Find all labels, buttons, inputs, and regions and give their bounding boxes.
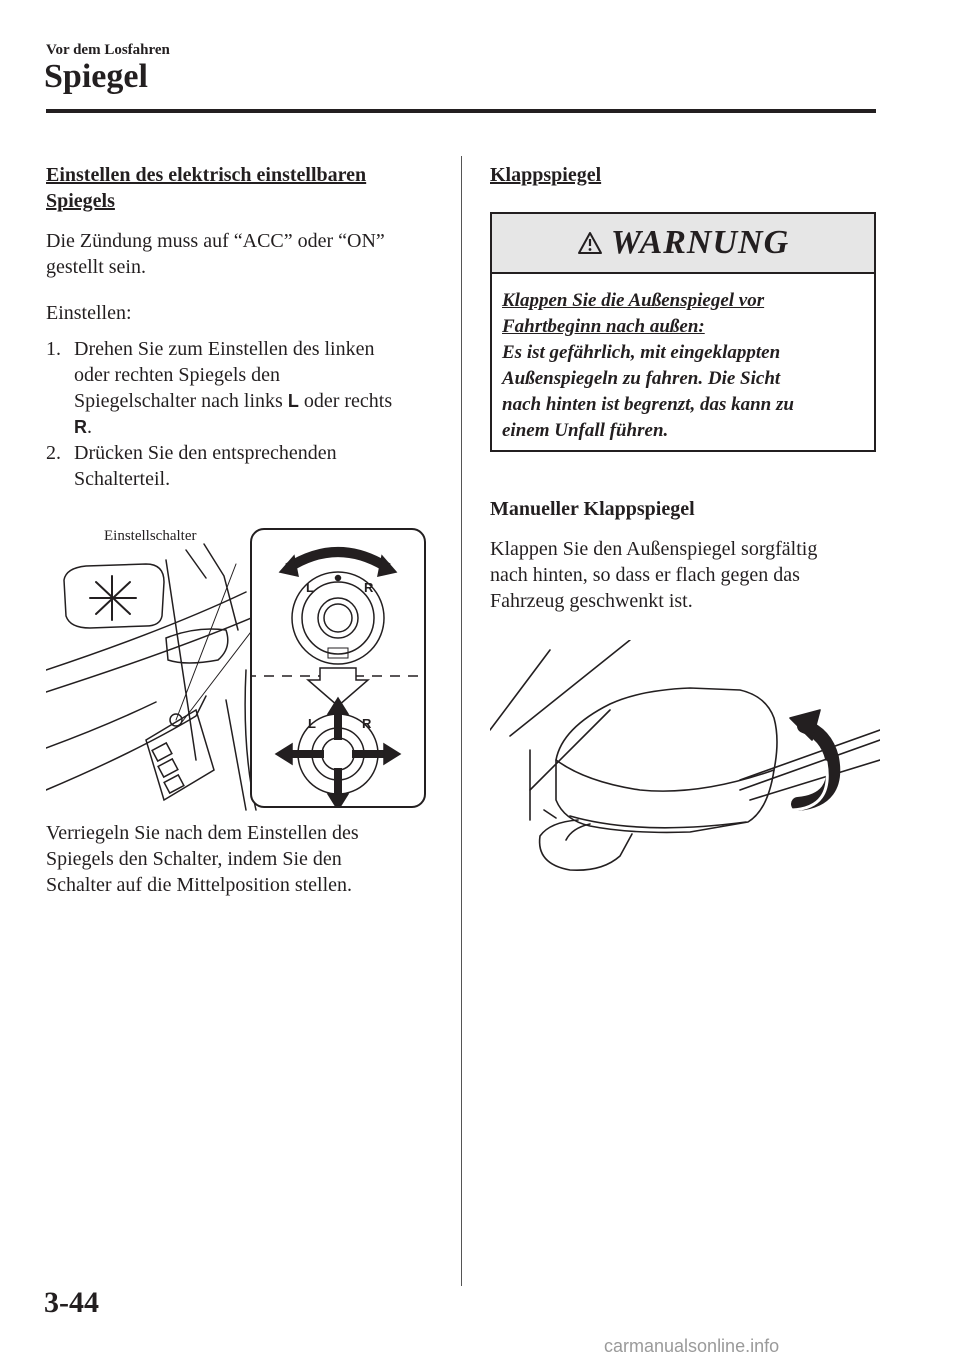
einstellen-label: Einstellen: — [46, 302, 132, 324]
step-text-part: . — [87, 416, 92, 438]
manual-folding-line: nach hinten, so dass er flach gegen das — [490, 564, 800, 586]
warning-line: Es ist gefährlich, mit eingeklappten — [502, 342, 781, 363]
warning-body — [502, 288, 864, 444]
warning-line: nach hinten ist begrenzt, das kann zu — [502, 394, 794, 415]
manual-folding-line: Fahrzeug geschwenkt ist. — [490, 590, 693, 612]
warning-header — [492, 214, 874, 274]
ignition-note-line2: gestellt sein. — [46, 256, 146, 278]
step-text — [74, 388, 446, 414]
warning-line: einem Unfall führen. — [502, 420, 669, 441]
step-text: Drehen Sie zum Einstellen des linken — [74, 338, 375, 360]
left-glyph-icon: L — [287, 391, 299, 411]
mirror-housing — [556, 688, 777, 832]
dial-l-label: L — [306, 580, 314, 595]
step-text: oder rechten Spiegels den — [74, 364, 281, 386]
lock-instruction — [46, 820, 446, 898]
lock-instruction-line: Schalter auf die Mittelposition stellen. — [46, 874, 353, 896]
warning-line: Fahrtbeginn nach außen: — [502, 316, 705, 337]
adjust-mirror-heading-line2: Spiegels — [46, 190, 115, 212]
step-item — [46, 336, 446, 440]
folding-mirror-heading: Klappspiegel — [490, 164, 602, 186]
warning-box — [490, 212, 876, 452]
step-text — [74, 414, 446, 440]
step-number: 1. — [46, 338, 61, 360]
lock-instruction-line: Spiegels den Schalter, indem Sie den — [46, 848, 342, 870]
warning-triangle-icon — [577, 231, 603, 255]
section-title: Spiegel — [44, 58, 148, 95]
step-item — [46, 440, 446, 492]
ignition-note — [46, 228, 446, 280]
figure-label-switch: Einstellschalter — [104, 528, 197, 544]
column-divider — [461, 156, 462, 1286]
mirror-switch-figure — [46, 520, 446, 812]
adjust-mirror-heading-line1: Einstellen des elektrisch einstellbaren — [46, 164, 367, 186]
warning-title: WARNUNG — [610, 224, 790, 261]
warning-line: Klappen Sie die Außenspiegel vor — [502, 290, 765, 311]
header-rule — [46, 109, 876, 113]
watermark: carmanualsonline.info — [604, 1336, 780, 1356]
step-text-part: Spiegelschalter nach links — [74, 390, 288, 412]
folding-mirror-illustration — [490, 640, 880, 880]
step-text: Drücken Sie den entsprechenden — [74, 442, 337, 464]
page-number: 3-44 — [44, 1286, 99, 1319]
dial-r-label: R — [364, 580, 374, 595]
rotate-arrow-icon — [288, 552, 388, 568]
switch-detail-illustration — [250, 528, 426, 808]
dial-r-label: R — [362, 716, 372, 731]
section-kicker: Vor dem Losfahren — [46, 42, 170, 58]
manual-folding-text — [490, 536, 890, 614]
adjust-mirror-heading — [46, 162, 446, 214]
lock-instruction-line: Verriegeln Sie nach dem Einstellen des — [46, 822, 359, 844]
ignition-note-line1: Die Zündung muss auf “ACC” oder “ON” — [46, 230, 385, 252]
step-number: 2. — [46, 442, 61, 464]
right-glyph-icon: R — [74, 417, 87, 437]
manual-folding-line: Klappen Sie den Außenspiegel sorgfältig — [490, 538, 818, 560]
manual-folding-heading: Manueller Klappspiegel — [490, 498, 695, 520]
step-text-part: oder rechts — [298, 390, 393, 412]
dial-l-label: L — [308, 716, 316, 731]
steps-list — [46, 336, 446, 492]
step-text: Schalterteil. — [74, 468, 171, 490]
warning-line: Außenspiegeln zu fahren. Die Sicht — [502, 368, 781, 389]
